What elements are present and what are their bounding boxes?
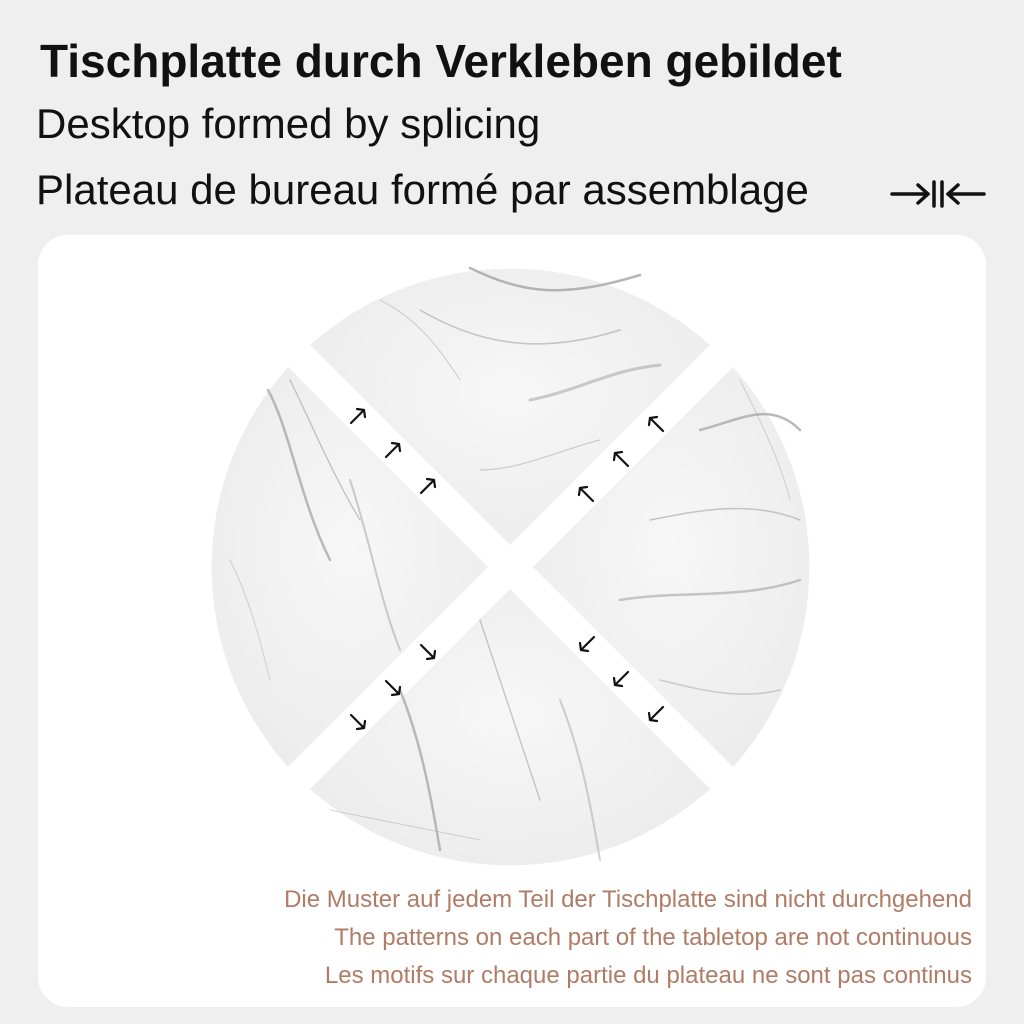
subtitle-french: Plateau de bureau formé par assemblage [36, 166, 809, 213]
arrows-converging-icon [888, 176, 988, 212]
subtitle-english: Desktop formed by splicing [36, 100, 541, 147]
pattern-note-english: The patterns on each part of the tabletop are not continuous [334, 924, 972, 951]
pattern-note-german: Die Muster auf jedem Teil der Tischplatte sind nicht durchgehend [284, 886, 972, 913]
pattern-note-french: Les motifs sur chaque partie du plateau ne sont pas continus [324, 962, 972, 989]
page-title: Tischplatte durch Verkleben gebildet [40, 35, 842, 87]
